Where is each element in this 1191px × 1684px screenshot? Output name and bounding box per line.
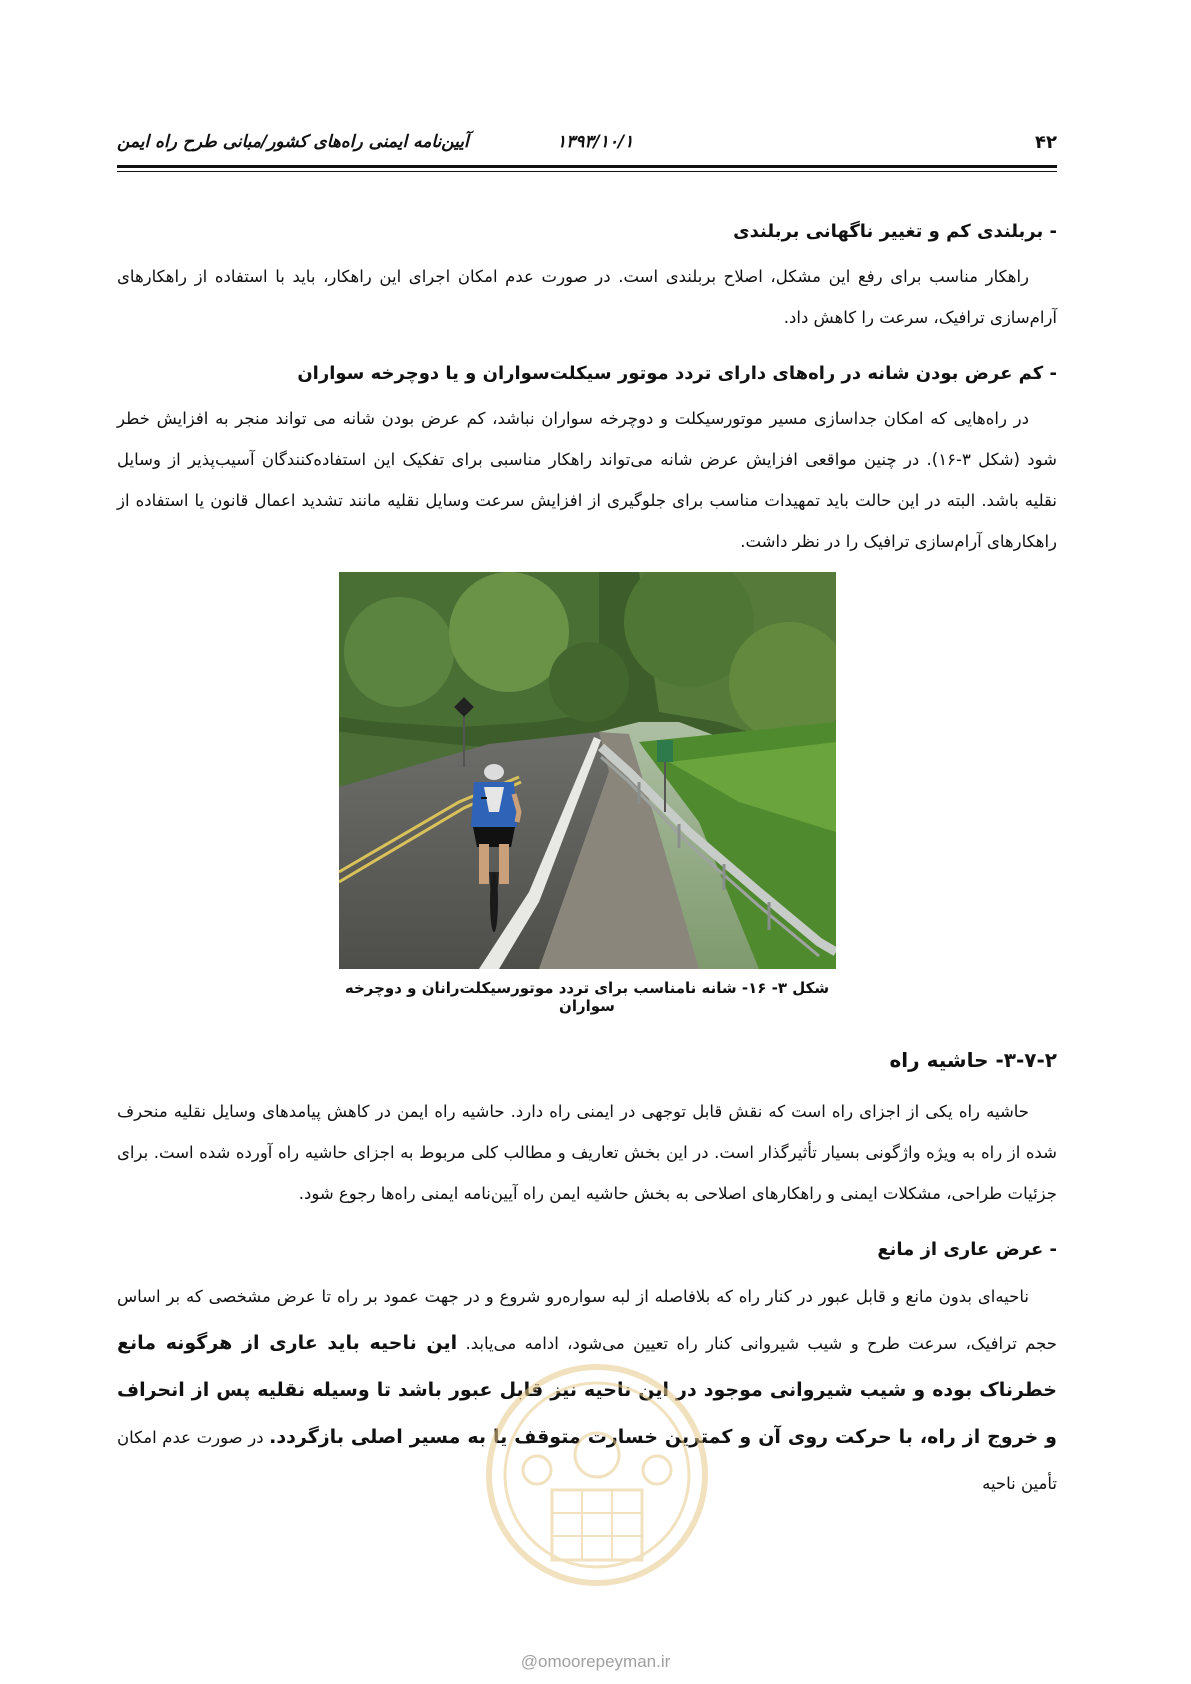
clear-zone-text-c: در صورت عدم امکان تأمین ناحیه	[117, 1428, 1057, 1493]
watermark-url: omoorepeyman.ir	[537, 1652, 671, 1671]
header-rule-thick	[117, 165, 1057, 168]
page-number: ۴۲	[1035, 132, 1057, 153]
heading-narrow-shoulder: - کم عرض بودن شانه در راه‌های دارای تردد موتور سیکلت‌سواران و یا دوچرخه سواران	[297, 363, 1057, 384]
page-body	[117, 200, 1057, 1515]
clear-zone-text-bold: این ناحیه باید عاری از هرگونه مانع خطرناک بوده و شیب شیروانی موجود در این ناحیه نیز قابل عبور باشد تا وسیله نقلیه پس از انحراف و خروج از راه، با حرکت روی آن و کمترین خسارت متوقف یا به مسیر اصلی بازگردد.	[117, 1332, 1057, 1448]
figure-3-16	[337, 572, 837, 1015]
figure-caption: شکل ۳- ۱۶- شانه نامناسب برای تردد موتورسیکلت‌رانان و دوچرخه سواران	[344, 979, 830, 1015]
at-icon: @	[520, 1652, 538, 1671]
heading-superelevation: - بربلندی کم و تغییر ناگهانی بربلندی	[733, 221, 1057, 242]
heading-roadside: ۳-۷-۲- حاشیه راه	[889, 1048, 1057, 1072]
header-title: آیین‌نامه ایمنی راه‌های کشور/مبانی طرح راه ایمن	[117, 132, 469, 152]
header-rule-thin	[117, 171, 1057, 172]
paragraph-roadside: حاشیه راه یکی از اجزای راه است که نقش قابل توجهی در ایمنی راه دارد. حاشیه راه ایمن در کاهش پیامدهای وسایل نقلیه منحرف شده از راه به ویژه واژگونی بسیار تأثیرگذار است. در این بخش تعاریف و مطالب کلی مربوط به اجزای حاشیه راه آورده شده است. برای جزئیات طراحی، مشکلات ایمنی و راهکارهای اصلاحی به بخش حاشیه ایمن راه آیین‌نامه ایمنی راه‌ها رجوع شود.	[117, 1102, 1057, 1203]
page-header	[117, 128, 1057, 164]
heading-clear-zone: - عرض عاری از مانع	[877, 1239, 1057, 1260]
paragraph-narrow-shoulder: در راه‌هایی که امکان جداسازی مسیر موتورسیکلت و دوچرخه سواران نباشد، کم عرض بودن شانه می تواند منجر به افزایش خطر شود (شکل ۳-۱۶). در چنین مواقعی افزایش عرض شانه می‌تواند راهکار مناسبی برای تفکیک این استفاده‌کنندگان آسیب‌پذیر از وسایل نقلیه باشد. البته در این حالت باید تمهیدات مناسب برای جلوگیری از افزایش سرعت وسایل نقلیه مانند تشدید اعمال قانون یا استفاده از راهکارهای آرام‌سازی ترافیک را در نظر داشت.	[117, 409, 1057, 551]
clear-zone-text-a: ناحیه‌ای بدون مانع و قابل عبور در کنار راه که بلافاصله از لبه سواره‌رو شروع و در جهت عمود بر راه تا عرض مشخصی که بر اساس حجم ترافیک، سرعت طرح و شیب شیروانی کنار راه تعیین می‌شود، ادامه می‌یابد.	[117, 1287, 1057, 1353]
footer-watermark-url	[0, 1652, 1191, 1672]
header-date: ۱۳۹۳/۱۰/۱	[557, 132, 634, 152]
paragraph-superelevation: راهکار مناسب برای رفع این مشکل، اصلاح بربلندی است. در صورت عدم امکان اجرای این راهکار، باید با استفاده از راهکارهای آرام‌سازی ترافیک، سرعت را کاهش داد.	[117, 267, 1057, 327]
cyclist-road-photo	[339, 572, 836, 969]
publisher-stamp-watermark	[482, 1360, 712, 1590]
